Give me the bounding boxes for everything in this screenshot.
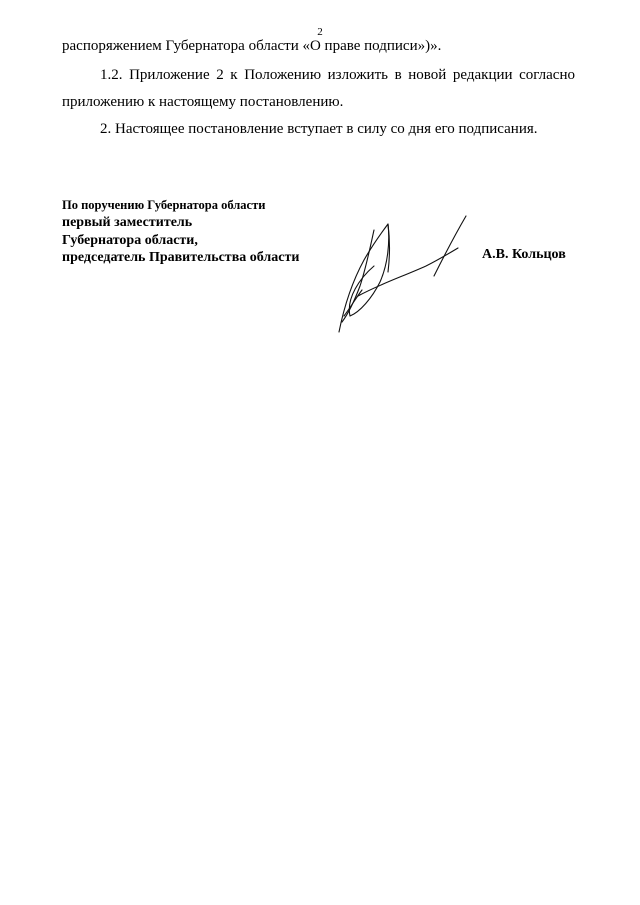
paragraph-1-2-line-2: приложению к настоящему постановлению. bbox=[62, 94, 344, 110]
paragraph-1-2-line-1: 1.2. Приложение 2 к Положению изложить в новой редакции согласно bbox=[100, 67, 575, 83]
signer-name: А.В. Кольцов bbox=[482, 247, 566, 262]
signer-position-line-2: Губернатора области, bbox=[62, 233, 198, 248]
paragraph-2: 2. Настоящее постановление вступает в силу со дня его подписания. bbox=[100, 121, 538, 137]
handwritten-signature bbox=[330, 212, 480, 334]
signer-position-line-1: первый заместитель bbox=[62, 215, 193, 230]
page-number: 2 bbox=[317, 26, 323, 38]
body-line-continuation: распоряжением Губернатора области «О праве подписи»)». bbox=[62, 38, 442, 54]
signer-position-line-3: председатель Правительства области bbox=[62, 250, 300, 265]
on-behalf-label: По поручению Губернатора области bbox=[62, 198, 266, 212]
